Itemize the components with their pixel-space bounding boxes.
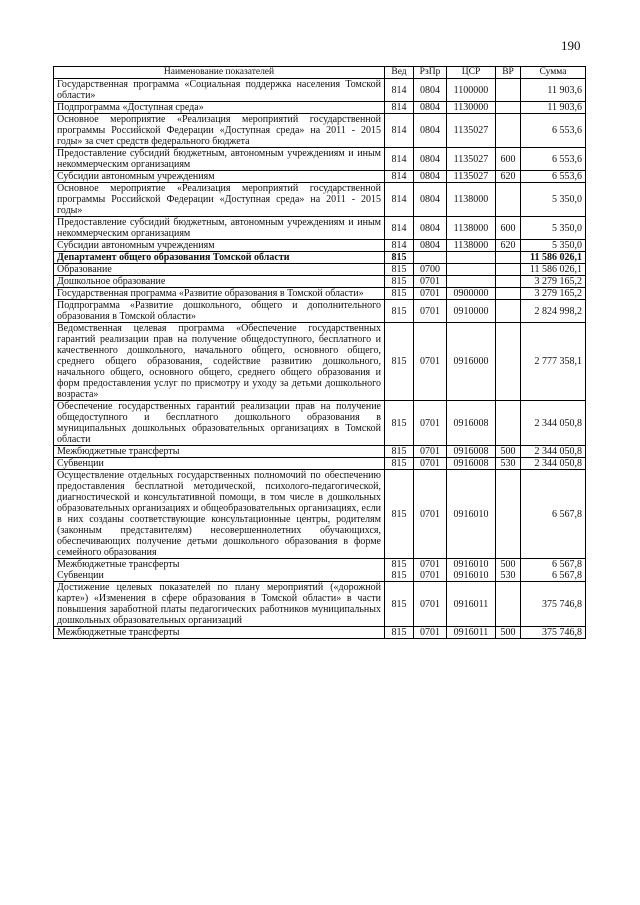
cell-vr	[496, 264, 521, 276]
cell-ved: 814	[385, 148, 414, 171]
cell-name: Государственная программа «Социальная поддержка населения Томской области»	[54, 79, 385, 102]
cell-vr	[496, 470, 521, 559]
cell-sum: 375 746,8	[521, 627, 586, 639]
cell-ved: 815	[385, 401, 414, 446]
cell-vr	[496, 183, 521, 217]
cell-ved: 814	[385, 183, 414, 217]
cell-rzpr: 0804	[414, 217, 447, 240]
table-row	[54, 559, 586, 582]
cell-ved: 815	[385, 288, 414, 300]
budget-table	[53, 66, 586, 639]
cell-name: Государственная программа «Развитие образования в Томской области»	[54, 288, 385, 300]
cell-sum: 2 344 050,8	[521, 458, 586, 470]
cell-sum: 11 903,6	[521, 79, 586, 102]
cell-csr: 0916010	[447, 470, 496, 559]
cell-csr: 1138000	[447, 217, 496, 240]
table-row	[54, 114, 586, 148]
cell-sum: 11 903,6	[521, 102, 586, 114]
cell-rzpr: 0701	[414, 300, 447, 323]
cell-rzpr: 0701	[414, 446, 447, 458]
table-row	[54, 470, 586, 559]
cell-csr: 1130000	[447, 102, 496, 114]
cell-sum: 6 567,8	[521, 470, 586, 559]
table-row	[54, 582, 586, 627]
table-row	[54, 458, 586, 470]
cell-csr: 1138000	[447, 183, 496, 217]
cell-sum: 2 344 050,8	[521, 446, 586, 458]
cell-csr: 1100000	[447, 79, 496, 102]
cell-rzpr: 0701	[414, 276, 447, 288]
cell-ved: 815	[385, 323, 414, 401]
cell-name: Подпрограмма «Развитие дошкольного, общего и дополнительного образования в Томской области»	[54, 300, 385, 323]
cell-rzpr: 0701	[414, 582, 447, 627]
table-row	[54, 183, 586, 217]
cell-rzpr: 0804	[414, 102, 447, 114]
cell-ved: 815	[385, 446, 414, 458]
cell-ved: 814	[385, 102, 414, 114]
cell-csr: 0916000	[447, 323, 496, 401]
cell-vr	[496, 114, 521, 148]
table-row	[54, 148, 586, 171]
cell-sum: 5 350,0	[521, 217, 586, 240]
cell-vr	[496, 582, 521, 627]
table-row	[54, 627, 586, 639]
column-header-name: Наименование показателей	[54, 67, 385, 79]
cell-vr	[496, 288, 521, 300]
table-row	[54, 401, 586, 446]
cell-vr	[496, 79, 521, 102]
column-header-csr: ЦСР	[447, 67, 496, 79]
cell-vr: 620	[496, 240, 521, 252]
cell-sum: 3 279 165,2	[521, 288, 586, 300]
cell-sum: 6 553,6	[521, 171, 586, 183]
cell-vr: 530	[496, 458, 521, 470]
table-row	[54, 446, 586, 458]
cell-rzpr: 0701	[414, 470, 447, 559]
table-row	[54, 79, 586, 102]
cell-ved: 814	[385, 79, 414, 102]
cell-vr: 500	[496, 627, 521, 639]
cell-name: Осуществление отдельных государственных полномочий по обеспечению предоставления бесплатной методической, психолого-педагогической, диагностической и консультативной помощи, в том числе в дошкольных образовательных организациях и общеобразовательных организациях, если в них созданы соответствующие консультационные центры, родителям (законным представителям) несовершеннолетних обучающихся, обеспечивающих получение детьми дошкольного образования в форме семейного образования	[54, 470, 385, 559]
cell-csr: 0916010 0916010	[447, 559, 496, 582]
cell-sum: 5 350,0	[521, 183, 586, 217]
cell-sum: 2 824 998,2	[521, 300, 586, 323]
cell-ved: 814	[385, 240, 414, 252]
column-header-vr: ВР	[496, 67, 521, 79]
cell-rzpr: 0804	[414, 171, 447, 183]
cell-ved: 814	[385, 217, 414, 240]
cell-name: Департамент общего образования Томской области	[54, 252, 385, 264]
cell-ved: 815	[385, 264, 414, 276]
cell-name: Субсидии автономным учреждениям	[54, 171, 385, 183]
cell-vr: 620	[496, 171, 521, 183]
table-row	[54, 288, 586, 300]
cell-sum: 2 344 050,8	[521, 401, 586, 446]
cell-vr: 600	[496, 217, 521, 240]
cell-name: Межбюджетные трансферты Субвенции	[54, 559, 385, 582]
cell-name: Подпрограмма «Доступная среда»	[54, 102, 385, 114]
cell-ved: 815	[385, 300, 414, 323]
cell-vr: 500 530	[496, 559, 521, 582]
cell-ved: 815	[385, 276, 414, 288]
cell-rzpr: 0804	[414, 240, 447, 252]
cell-csr: 1135027	[447, 171, 496, 183]
cell-rzpr: 0804	[414, 183, 447, 217]
column-header-rzpr: РзПр	[414, 67, 447, 79]
cell-csr: 1138000	[447, 240, 496, 252]
column-header-ved: Вед	[385, 67, 414, 79]
table-row	[54, 171, 586, 183]
cell-vr	[496, 252, 521, 264]
cell-csr	[447, 252, 496, 264]
cell-csr: 0900000	[447, 288, 496, 300]
cell-name: Основное мероприятие «Реализация мероприятий государственной программы Российской Федерации «Доступная среда» на 2011 - 2015 годы» за счет средств федерального бюджета	[54, 114, 385, 148]
cell-rzpr	[414, 252, 447, 264]
cell-rzpr: 0701	[414, 288, 447, 300]
cell-name: Межбюджетные трансферты	[54, 446, 385, 458]
cell-csr: 1135027	[447, 148, 496, 171]
page-number: 190	[561, 38, 581, 53]
cell-vr	[496, 401, 521, 446]
cell-sum: 5 350,0	[521, 240, 586, 252]
cell-ved: 814	[385, 114, 414, 148]
cell-ved: 815	[385, 252, 414, 264]
cell-rzpr: 0701	[414, 323, 447, 401]
cell-name: Основное мероприятие «Реализация мероприятий государственной программы Российской Федерации «Доступная среда» на 2011 - 2015 годы»	[54, 183, 385, 217]
cell-rzpr: 0700	[414, 264, 447, 276]
table-row	[54, 240, 586, 252]
cell-csr: 0916008	[447, 446, 496, 458]
cell-vr	[496, 102, 521, 114]
column-header-sum: Сумма	[521, 67, 586, 79]
table-row	[54, 102, 586, 114]
cell-csr: 0910000	[447, 300, 496, 323]
cell-name: Обеспечение государственных гарантий реализации прав на получение общедоступного и бесплатного дошкольного образования в муниципальных дошкольных образовательных организациях в Томской области	[54, 401, 385, 446]
cell-name: Образование	[54, 264, 385, 276]
cell-sum: 11 586 026,1	[521, 264, 586, 276]
cell-sum: 6 553,6	[521, 148, 586, 171]
table-row	[54, 300, 586, 323]
table-row	[54, 264, 586, 276]
cell-vr	[496, 300, 521, 323]
cell-ved: 815	[385, 458, 414, 470]
cell-sum: 3 279 165,2	[521, 276, 586, 288]
cell-name: Дошкольное образование	[54, 276, 385, 288]
cell-name: Субвенции	[54, 458, 385, 470]
cell-csr	[447, 276, 496, 288]
cell-sum: 2 777 358,1	[521, 323, 586, 401]
cell-sum: 375 746,8	[521, 582, 586, 627]
cell-ved: 814	[385, 171, 414, 183]
table-row	[54, 323, 586, 401]
cell-sum: 6 553,6	[521, 114, 586, 148]
cell-ved: 815	[385, 470, 414, 559]
cell-name: Ведомственная целевая программа «Обеспечение государственных гарантий реализации прав на получение общедоступного, бесплатного и качественного дошкольного, начального общего, основного общего, среднего общего образования, содействие развитию дошкольного, начального общего, основного общего, среднего общего образования и форм предоставления услуг по присмотру и уходу за детьми дошкольного возраста»	[54, 323, 385, 401]
cell-ved: 815 815	[385, 559, 414, 582]
table-body	[54, 79, 586, 639]
cell-vr: 500	[496, 446, 521, 458]
cell-sum: 11 586 026,1	[521, 252, 586, 264]
cell-rzpr: 0804	[414, 148, 447, 171]
cell-csr: 0916011	[447, 627, 496, 639]
cell-name: Субсидии автономным учреждениям	[54, 240, 385, 252]
cell-sum: 6 567,8 6 567,8	[521, 559, 586, 582]
cell-rzpr: 0804	[414, 79, 447, 102]
cell-csr: 0916008	[447, 401, 496, 446]
cell-name: Достижение целевых показателей по плану мероприятий («дорожной карте») «Изменения в сфере образования в Томской области» в части повышения заработной платы педагогических работников муниципальных дошкольных образовательных организаций	[54, 582, 385, 627]
cell-rzpr: 0701	[414, 401, 447, 446]
cell-csr: 0916011	[447, 582, 496, 627]
cell-vr	[496, 323, 521, 401]
cell-vr: 600	[496, 148, 521, 171]
table-header-row	[54, 67, 586, 79]
cell-rzpr: 0701	[414, 458, 447, 470]
cell-ved: 815	[385, 627, 414, 639]
table-row	[54, 276, 586, 288]
cell-ved: 815	[385, 582, 414, 627]
table-row	[54, 252, 586, 264]
cell-rzpr: 0701	[414, 627, 447, 639]
cell-name: Предоставление субсидий бюджетным, автономным учреждениям и иным некоммерческим организациям	[54, 148, 385, 171]
table-row	[54, 217, 586, 240]
cell-csr: 0916008	[447, 458, 496, 470]
cell-name: Предоставление субсидий бюджетным, автономным учреждениям и иным некоммерческим организациям	[54, 217, 385, 240]
cell-rzpr: 0804	[414, 114, 447, 148]
cell-csr: 1135027	[447, 114, 496, 148]
cell-name: Межбюджетные трансферты	[54, 627, 385, 639]
cell-csr	[447, 264, 496, 276]
cell-vr	[496, 276, 521, 288]
cell-rzpr: 0701 0701	[414, 559, 447, 582]
